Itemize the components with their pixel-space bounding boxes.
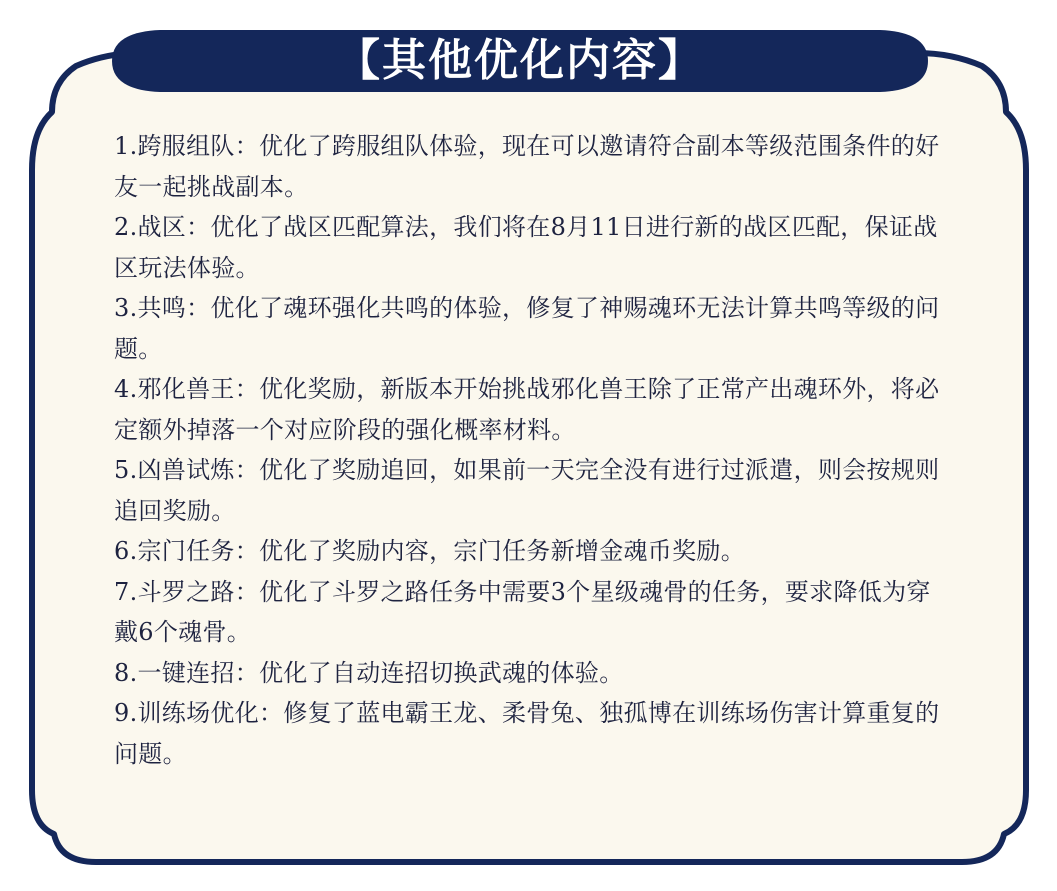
item-list: [114, 126, 950, 774]
list-item: 1.跨服组队：优化了跨服组队体验，现在可以邀请符合副本等级范围条件的好友一起挑战副本。: [114, 132, 940, 201]
list-item: 8.一键连招：优化了自动连招切换武魂的体验。: [114, 658, 624, 687]
list-item: 5.凶兽试炼：优化了奖励追回，如果前一天完全没有进行过派遣，则会按规则追回奖励。: [114, 456, 940, 525]
list-item: 2.战区：优化了战区匹配算法，我们将在8月11日进行新的战区匹配，保证战区玩法体验。: [114, 213, 938, 282]
list-item: 4.邪化兽王：优化奖励，新版本开始挑战邪化兽王除了正常产出魂环外，将必定额外掉落一个对应阶段的强化概率材料。: [114, 375, 940, 444]
list-item: 7.斗罗之路：优化了斗罗之路任务中需要3个星级魂骨的任务，要求降低为穿戴6个魂骨。: [114, 577, 931, 646]
list-item: 9.训练场优化：修复了蓝电霸王龙、柔骨兔、独孤博在训练场伤害计算重复的问题。: [114, 699, 940, 768]
list-item: 3.共鸣：优化了魂环强化共鸣的体验，修复了神赐魂环无法计算共鸣等级的问题。: [114, 294, 940, 363]
page-title: 【其他优化内容】: [336, 35, 704, 86]
list-item: 6.宗门任务：优化了奖励内容，宗门任务新增金魂币奖励。: [114, 537, 745, 565]
